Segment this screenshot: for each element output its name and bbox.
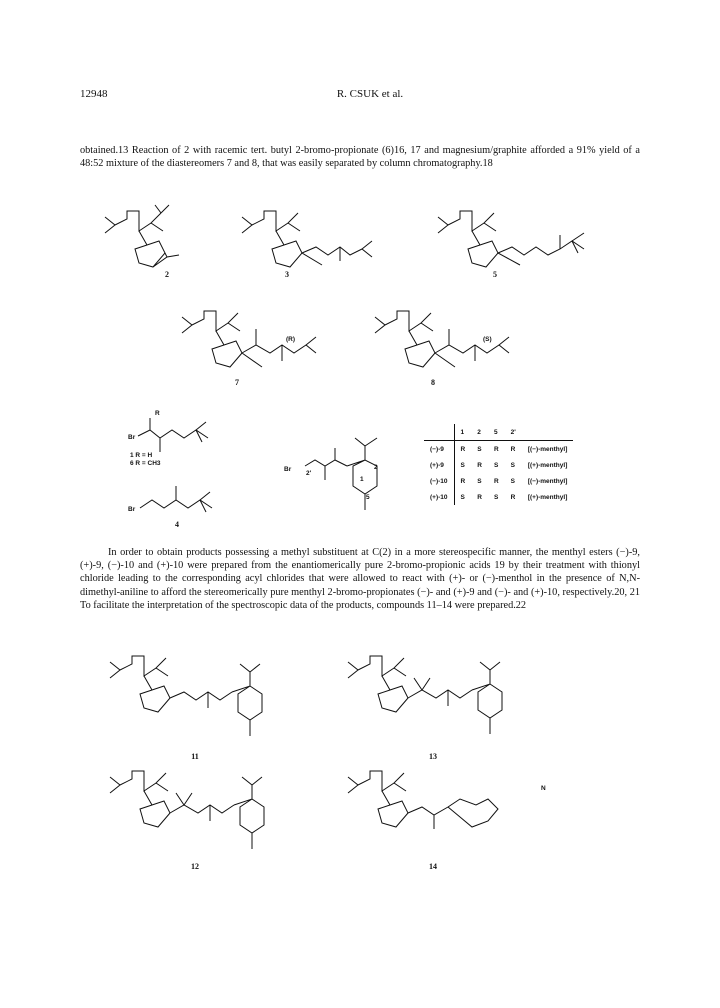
table-header: 5 bbox=[488, 424, 505, 441]
structure-7 bbox=[182, 311, 316, 367]
label-pos-1: 1 bbox=[360, 476, 364, 483]
structure-1-6 bbox=[138, 418, 208, 452]
compound-label-11: 11 bbox=[191, 752, 199, 761]
table-cell: R bbox=[454, 473, 471, 489]
table-cell: R bbox=[454, 441, 471, 458]
table-row bbox=[424, 489, 573, 505]
table-cell: R bbox=[477, 461, 482, 469]
structure-13 bbox=[348, 656, 502, 734]
table-cell: [(−)-menthyl] bbox=[527, 445, 568, 453]
table-cell: R bbox=[510, 493, 516, 501]
label-pos-2: 2 bbox=[374, 464, 378, 471]
compound-label-2: 2 bbox=[165, 270, 169, 279]
compound-label-8: 8 bbox=[431, 378, 435, 387]
label-br-4: Br bbox=[128, 506, 136, 513]
table-cell: [(+)-menthyl] bbox=[527, 461, 568, 469]
legend-6: 6 R = CH3 bbox=[130, 460, 161, 467]
structure-14 bbox=[348, 771, 498, 829]
table-cell: (−)-10 bbox=[430, 477, 448, 485]
table-cell: (+)-9 bbox=[430, 461, 444, 469]
table-cell: R bbox=[493, 445, 499, 453]
table-cell: S bbox=[454, 489, 471, 505]
compound-label-7: 7 bbox=[235, 378, 239, 387]
paragraph-1: obtained.13 Reaction of 2 with racemic tert. butyl 2-bromo-propionate (6)16, 17 and magnesium/graphite afforded a 91% yield of a 48:52 mixture of the diastereomers 7 and 8, that was easily separated by column chromatography.18 bbox=[80, 145, 640, 170]
compound-label-4: 4 bbox=[175, 520, 179, 529]
table-cell: R bbox=[493, 477, 499, 485]
compound-label-14: 14 bbox=[429, 862, 437, 871]
table-header bbox=[424, 424, 454, 441]
label-br-9: Br bbox=[284, 466, 292, 473]
configuration-table bbox=[424, 424, 573, 505]
table-cell: S bbox=[510, 477, 515, 485]
table-row bbox=[424, 441, 573, 458]
page-number: 12948 bbox=[80, 88, 108, 100]
label-S-config: (S) bbox=[483, 336, 492, 343]
structure-3 bbox=[242, 211, 372, 267]
table-cell: S bbox=[493, 461, 499, 469]
running-head: R. CSUK et al. bbox=[336, 88, 404, 100]
table-cell: S bbox=[510, 461, 515, 469]
table-cell: R bbox=[477, 493, 482, 501]
label-pos-5: 5 bbox=[366, 494, 370, 501]
table-cell: S bbox=[493, 493, 499, 501]
table-header: 1 bbox=[454, 424, 471, 441]
structure-5 bbox=[438, 211, 584, 267]
table-header: 2' bbox=[505, 424, 522, 441]
compound-label-5: 5 bbox=[493, 270, 497, 279]
table-row bbox=[424, 473, 573, 489]
label-R-group: R bbox=[155, 410, 160, 417]
table-row bbox=[424, 457, 573, 473]
label-N: N bbox=[541, 785, 546, 792]
table-cell: [(+)-menthyl] bbox=[527, 493, 568, 501]
table-cell: (−)-9 bbox=[430, 445, 444, 453]
structure-11 bbox=[110, 656, 262, 736]
table-cell: S bbox=[454, 457, 471, 473]
table-header: 2 bbox=[471, 424, 488, 441]
table-header bbox=[522, 424, 574, 441]
compound-label-3: 3 bbox=[285, 270, 289, 279]
label-br-1: Br bbox=[128, 434, 136, 441]
label-R-config: (R) bbox=[286, 336, 296, 343]
compound-label-13: 13 bbox=[429, 752, 437, 761]
table-cell: R bbox=[510, 445, 516, 453]
label-pos-2prime: 2' bbox=[306, 470, 312, 477]
structure-12 bbox=[110, 771, 264, 849]
structure-4 bbox=[140, 486, 212, 512]
table-cell: S bbox=[477, 445, 482, 453]
legend-1: 1 R = H bbox=[130, 452, 153, 459]
paragraph-2: In order to obtain products possessing a methyl substituent at C(2) in a more stereospecific manner, the menthyl esters (−)-9, (+)-9, (−)-10 and (+)-10 were prepared from the enantiomerically pure 2-bromo-propionic acids 19 by their treatment with thionyl chloride leading to the corresponding acyl chlorides that were allowed to react with (+)- or (−)-menthol in the presence of N,N-dimethyl-aniline to afford the stereomerically pure menthyl 2-bromo-propionates (−)- and (+)-9 and (−)- and (+)-10, respectively.20, 21 To facilitate the interpretation of the spectroscopic data of the products, compounds 11–14 were prepared.22 bbox=[80, 547, 640, 611]
table-cell: S bbox=[477, 477, 482, 485]
compound-label-12: 12 bbox=[191, 862, 199, 871]
table-cell: [(−)-menthyl] bbox=[527, 477, 568, 485]
table-cell: (+)-10 bbox=[430, 493, 448, 501]
structure-2 bbox=[105, 205, 179, 267]
